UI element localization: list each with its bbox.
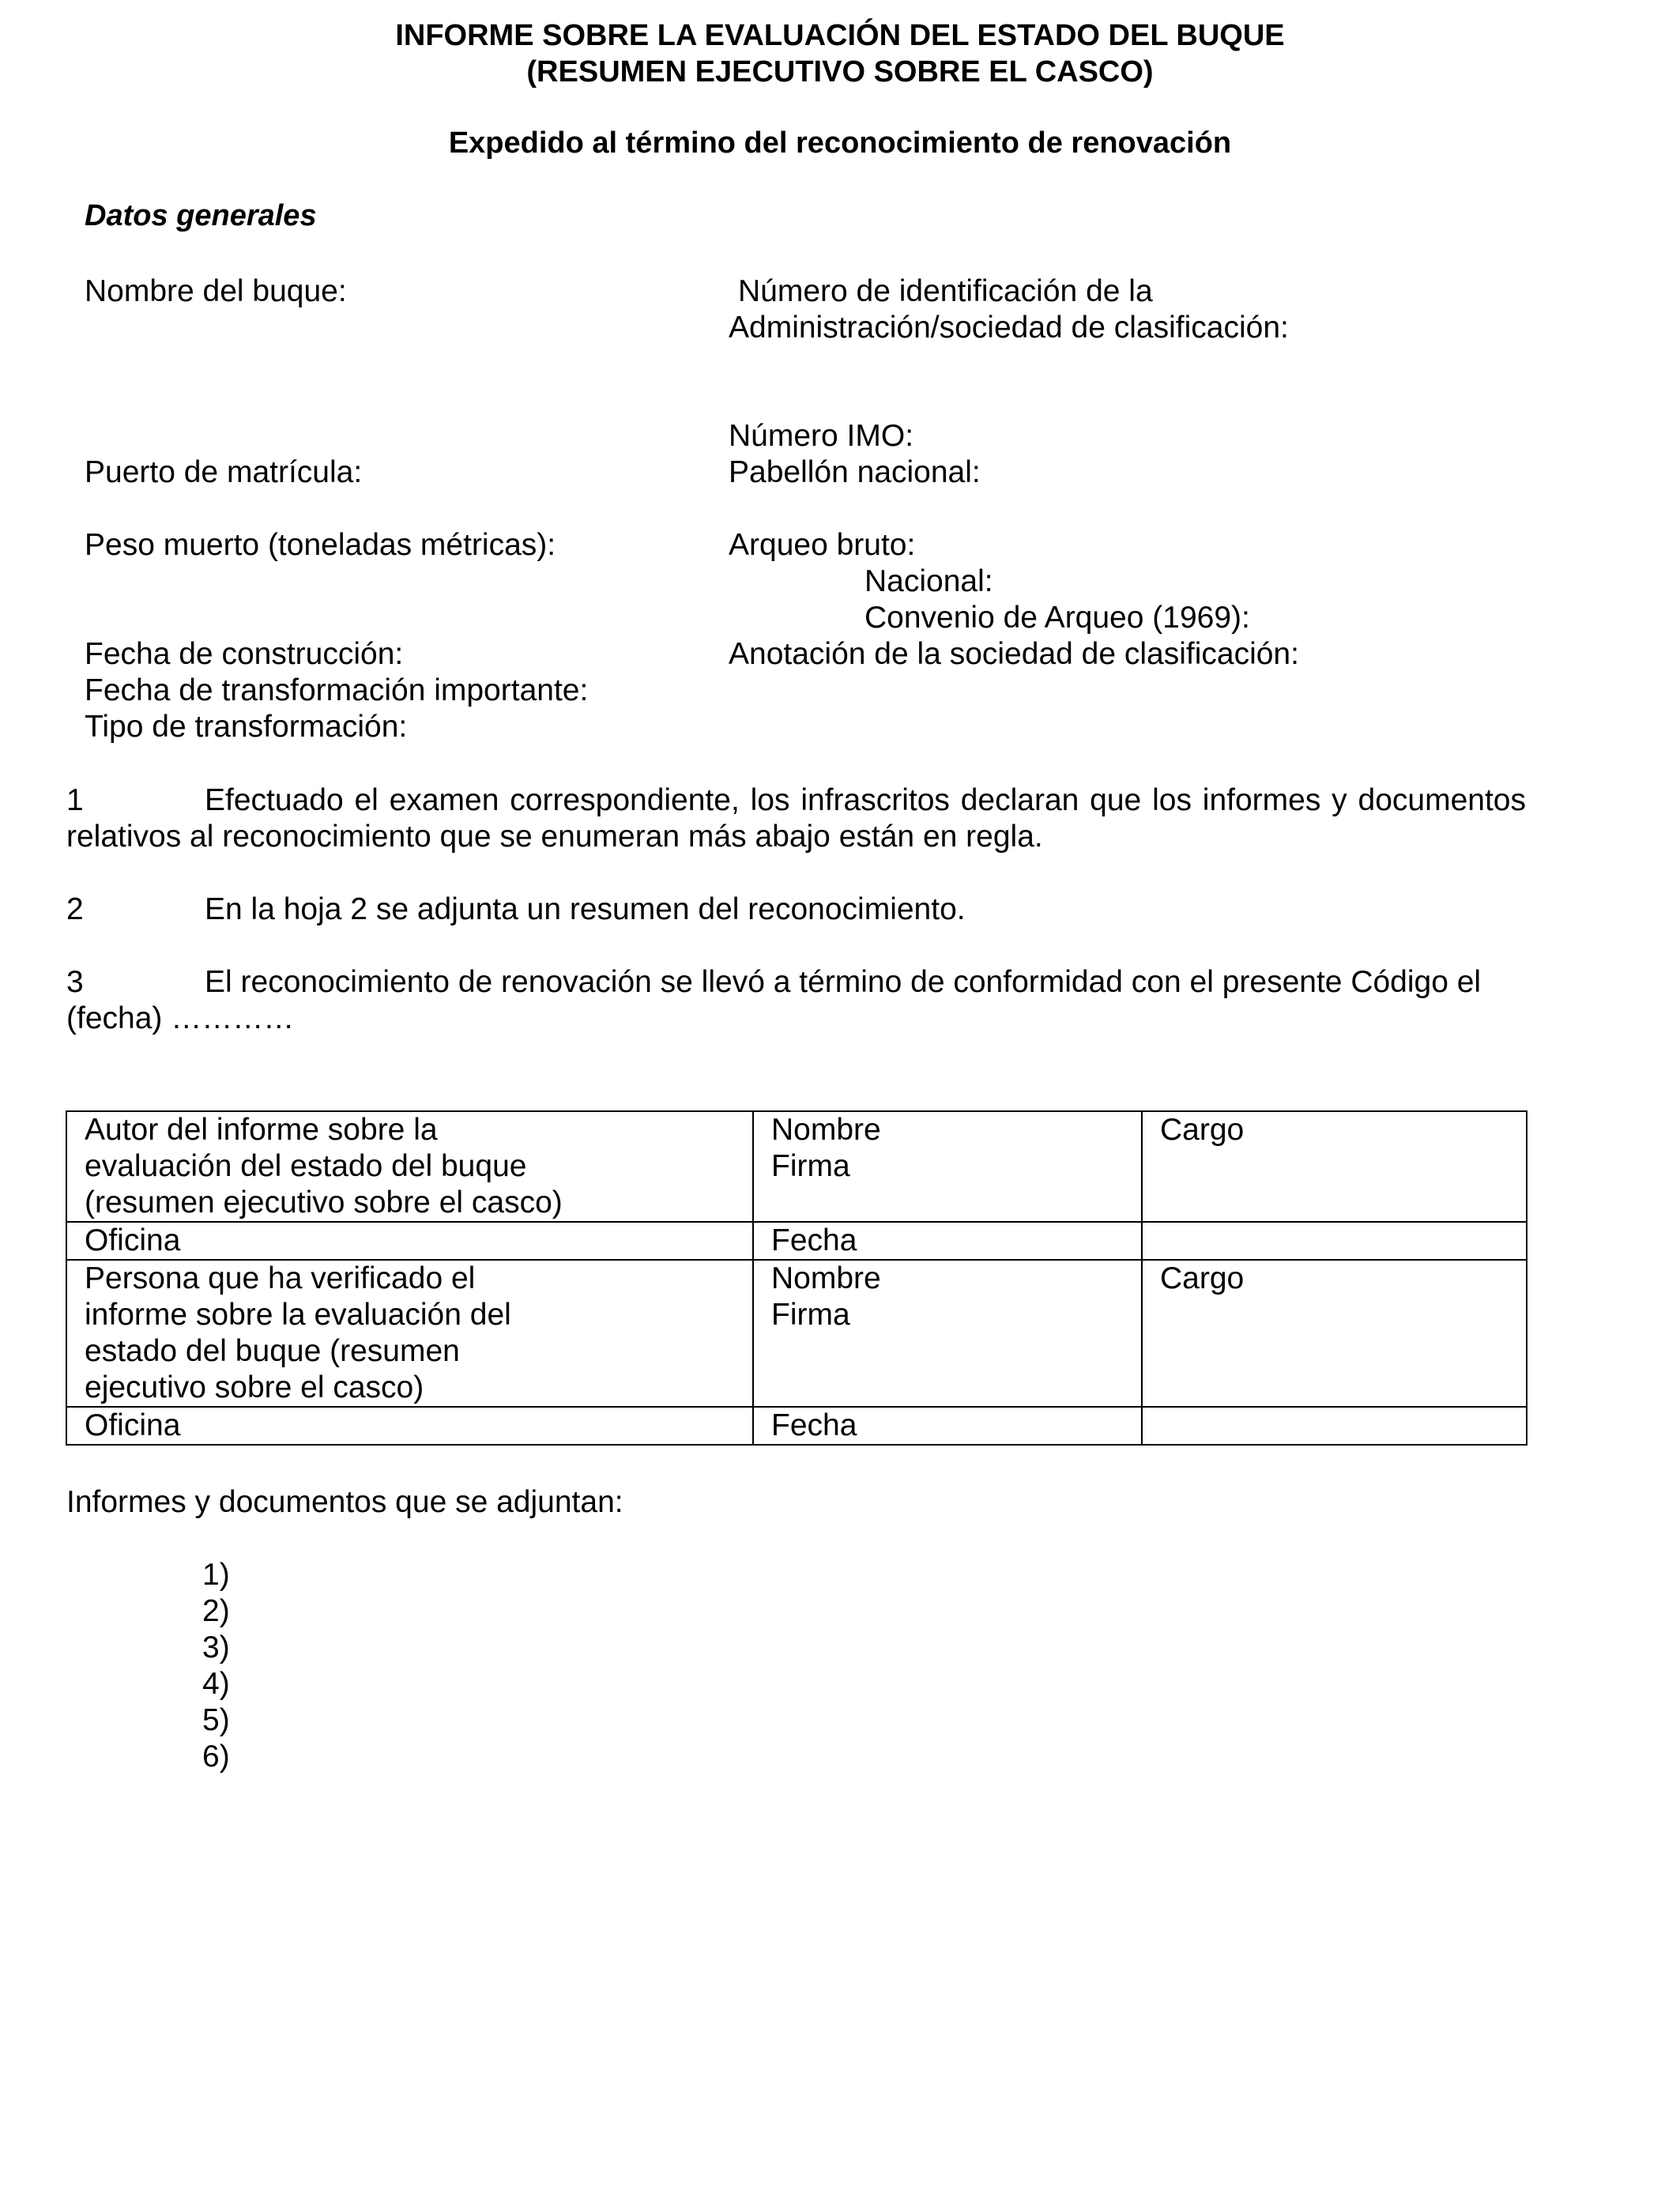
tonnage-convention-label: Convenio de Arqueo (1969): [864,601,1250,635]
paragraph-1-number: 1 [66,783,84,817]
verifier-position-cell [1142,1260,1527,1407]
section-title-general-data: Datos generales [85,199,317,232]
name-label: Nombre [771,1113,881,1147]
table-row [66,1407,1527,1445]
verifier-label-line3: estado del buque (resumen [85,1334,460,1368]
position-label: Cargo [1160,1261,1245,1295]
gross-tonnage-label: Arqueo bruto: [729,528,916,562]
signature-table [66,1110,1527,1446]
build-date-label: Fecha de construcción: [85,637,404,671]
paragraph-1 [66,782,1526,855]
author-label-line1: Autor del informe sobre la [85,1113,438,1147]
ship-name-label: Nombre del buque: [85,274,347,308]
id-number-label-line2: Administración/sociedad de clasificación: [729,311,1289,345]
paragraph-2 [66,892,1526,928]
id-number-label-line1: Número de identificación de la [738,274,1153,308]
office-label: Oficina [85,1223,181,1257]
verifier-date-cell [753,1407,1142,1445]
paragraph-3-text: El reconocimiento de renovación se llevó a término de conformidad con el presente Código el (fecha) ………… [66,965,1482,1035]
empty-cell [1142,1407,1527,1445]
position-label: Cargo [1160,1113,1245,1147]
list-item: 2) [202,1594,230,1628]
document-subtitle: Expedido al término del reconocimiento de renovación [448,126,1232,160]
list-item: 4) [202,1667,230,1701]
list-item: 5) [202,1703,230,1737]
imo-number-label: Número IMO: [729,419,914,453]
paragraph-3 [66,964,1512,1037]
verifier-label-line2: informe sobre la evaluación del [85,1298,511,1332]
name-label: Nombre [771,1261,881,1295]
flag-label: Pabellón nacional: [729,455,981,489]
table-row [66,1260,1527,1407]
verifier-office-cell [66,1407,753,1445]
document-title-line1: INFORME SOBRE LA EVALUACIÓN DEL ESTADO DEL BUQUE [395,19,1285,52]
paragraph-2-number: 2 [66,892,84,926]
paragraph-3-number: 3 [66,965,84,999]
signature-label: Firma [771,1298,850,1332]
attachments-list [202,1557,230,1775]
author-position-cell [1142,1111,1527,1222]
table-row [66,1222,1527,1260]
class-notation-label: Anotación de la sociedad de clasificación: [729,637,1299,671]
document-title-line2: (RESUMEN EJECUTIVO SOBRE EL CASCO) [526,55,1154,89]
list-item: 1) [202,1558,230,1592]
author-name-signature-cell [753,1111,1142,1222]
signature-label: Firma [771,1149,850,1183]
author-office-cell [66,1222,753,1260]
conversion-type-label: Tipo de transformación: [85,710,408,744]
office-label: Oficina [85,1408,181,1442]
table-row [66,1111,1527,1222]
date-label: Fecha [771,1223,857,1257]
major-conversion-date-label: Fecha de transformación importante: [85,673,589,707]
paragraph-1-text: Efectuado el examen correspondiente, los infrascritos declaran que los informes y documentos relativos al reconocimiento que se enumeran más abajo están en regla. [66,783,1526,854]
paragraph-2-text: En la hoja 2 se adjunta un resumen del reconocimiento. [205,892,966,926]
list-item: 3) [202,1630,230,1664]
deadweight-label: Peso muerto (toneladas métricas): [85,528,556,562]
author-label-line2: evaluación del estado del buque [85,1149,527,1183]
author-date-cell [753,1222,1142,1260]
verifier-label-line4: ejecutivo sobre el casco) [85,1370,424,1404]
author-cell [66,1111,753,1222]
port-of-registry-label: Puerto de matrícula: [85,455,363,489]
verifier-label-line1: Persona que ha verificado el [85,1261,476,1295]
empty-cell [1142,1222,1527,1260]
national-tonnage-label: Nacional: [864,564,993,598]
author-label-line3: (resumen ejecutivo sobre el casco) [85,1186,563,1220]
verifier-name-signature-cell [753,1260,1142,1407]
list-item: 6) [202,1740,230,1774]
verifier-cell [66,1260,753,1407]
attachments-heading: Informes y documentos que se adjuntan: [66,1485,623,1519]
date-label: Fecha [771,1408,857,1442]
